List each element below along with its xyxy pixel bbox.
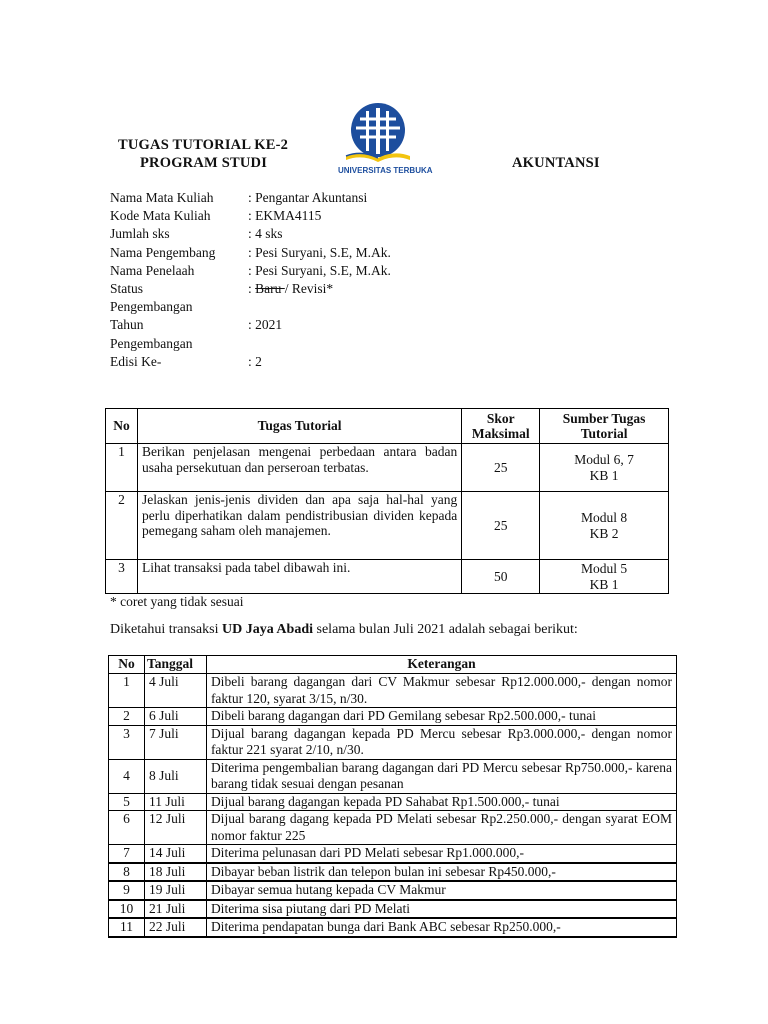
table-row: 10 21 Juli Diterima sisa piutang dari PD Melati xyxy=(109,900,677,919)
info-value: : Pesi Suryani, S.E, M.Ak. xyxy=(248,244,391,260)
header-no: No xyxy=(109,656,145,674)
table-row: 3 Lihat transaksi pada tabel dibawah ini. 50 Modul 5 KB 1 xyxy=(106,560,669,594)
info-label: Nama Penelaah xyxy=(110,262,195,278)
table-row: 11 22 Juli Diterima pendapatan bunga dari Bank ABC sebesar Rp250.000,- xyxy=(109,918,677,937)
info-value: : EKMA4115 xyxy=(248,208,322,224)
table-row: 6 12 Juli Dijual barang dagang kepada PD Melati sebesar Rp2.250.000,- dengan syarat EOM nomor faktur 225 xyxy=(109,811,677,845)
table-row: 9 19 Juli Dibayar semua hutang kepada CV Makmur xyxy=(109,881,677,900)
program-name: AKUNTANSI xyxy=(512,155,600,171)
table-row: 3 7 Juli Dijual barang dagangan kepada PD Mercu sebesar Rp3.000.000,- dengan nomor faktur 221 syarat 2/10, n/30. xyxy=(109,725,677,759)
footnote: * coret yang tidak sesuai xyxy=(110,594,244,609)
edisi-value: : 2 xyxy=(248,353,262,369)
course-info xyxy=(110,189,391,371)
header-tugas: Tugas Tutorial xyxy=(137,409,461,444)
tahun-label: Tahun xyxy=(110,317,144,333)
info-label: Jumlah sks xyxy=(110,226,170,242)
table-row: 4 8 Juli Diterima pengembalian barang dagangan dari PD Mercu sebesar Rp750.000,- karena barang tidak sesuai dengan pesanan xyxy=(109,759,677,793)
tugas-table xyxy=(105,408,669,594)
status-value: : Baru / Revisi* xyxy=(248,281,334,297)
info-label: Kode Mata Kuliah xyxy=(110,208,211,224)
table-row: 1 4 Juli Dibeli barang dagangan dari CV Makmur sebesar Rp12.000.000,- dengan nomor faktur 120, syarat 3/15, n/30. xyxy=(109,674,677,708)
university-logo xyxy=(338,102,433,182)
status-label-2: Pengembangan xyxy=(110,299,193,315)
header-tanggal: Tanggal xyxy=(144,656,206,674)
header-sumber: Sumber Tugas Tutorial xyxy=(540,409,669,444)
logo-text: UNIVERSITAS TERBUKA xyxy=(338,166,433,175)
title-line-1: TUGAS TUTORIAL KE-2 xyxy=(118,137,289,153)
info-label: Nama Mata Kuliah xyxy=(110,190,214,205)
header-skor: Skor Maksimal xyxy=(462,409,540,444)
table-row: 7 14 Juli Diterima pelunasan dari PD Melati sebesar Rp1.000.000,- xyxy=(109,845,677,863)
table-row: 1 Berikan penjelasan mengenai perbedaan antara badan usaha persekutuan dan perseroan terbatas. 25 Modul 6, 7 KB 1 xyxy=(106,444,669,492)
header-no: No xyxy=(106,409,138,444)
title-line-2: PROGRAM STUDI xyxy=(140,155,268,171)
info-value: : Pengantar Akuntansi xyxy=(248,190,368,205)
info-value: : Pesi Suryani, S.E, M.Ak. xyxy=(248,262,391,278)
info-label: Nama Pengembang xyxy=(110,244,216,260)
intro-text: Diketahui transaksi UD Jaya Abadi selama bulan Juli 2021 adalah sebagai berikut: xyxy=(110,622,578,637)
tahun-value: : 2021 xyxy=(248,317,283,333)
status-label: Status xyxy=(110,281,144,297)
info-value: : 4 sks xyxy=(248,226,283,242)
table-row: 8 18 Juli Dibayar beban listrik dan telepon bulan ini sebesar Rp450.000,- xyxy=(109,863,677,882)
tahun-label-2: Pengembangan xyxy=(110,335,193,351)
table-row: 5 11 Juli Dijual barang dagangan kepada PD Sahabat Rp1.500.000,- tunai xyxy=(109,793,677,811)
header-keterangan: Keterangan xyxy=(206,656,676,674)
table-row: 2 6 Juli Dibeli barang dagangan dari PD Gemilang sebesar Rp2.500.000,- tunai xyxy=(109,708,677,726)
transaksi-table xyxy=(108,655,677,938)
status-struck: Baru xyxy=(255,281,285,297)
table-row: 2 Jelaskan jenis-jenis dividen dan apa saja hal-hal yang perlu diperhatikan dalam pendistribusian dividen kepada pemegang saham oleh manajemen. 25 Modul 8 KB 2 xyxy=(106,492,669,560)
edisi-label: Edisi Ke- xyxy=(110,353,162,369)
